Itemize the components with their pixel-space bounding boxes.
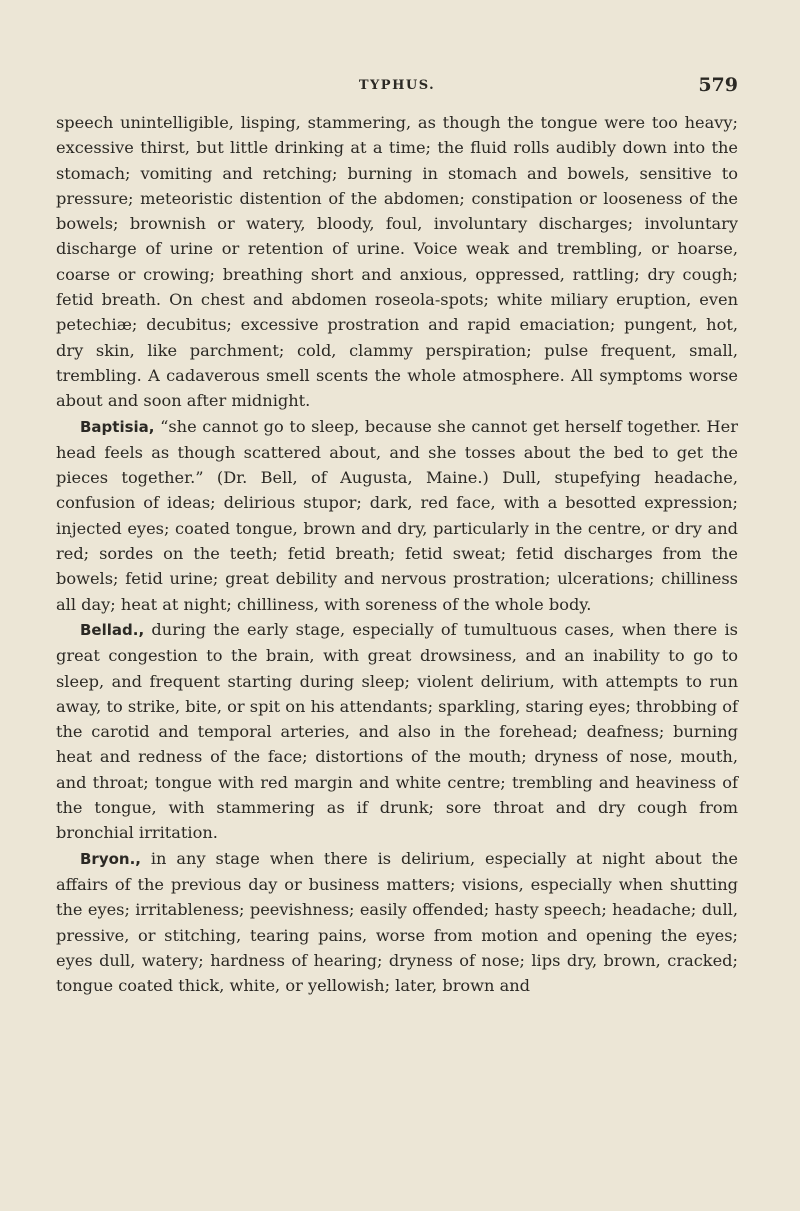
book-page: [56, 72, 738, 998]
remedy-name: Bryon.,: [80, 849, 141, 868]
page-number: 579: [698, 74, 738, 96]
remedy-name: Bellad.,: [80, 620, 145, 639]
paragraph-baptisia: [56, 414, 738, 617]
remedy-name: Baptisia,: [80, 417, 155, 436]
paragraph-text: during the early stage, especially of tumultuous cases, when there is great congestion to the brain, with great drowsiness, and an inability to go to sleep, and frequent starting during sleep; violent delirium, with attempts to run away, to strike, bite, or spit on his attendants; sparkling, staring eyes; throbbing of the carotid and temporal arteries, and also in the forehead; deafness; burning heat and redness of the face; distortions of the mouth; dryness of nose, mouth, and throat; tongue with red margin and white centre; trembling and heaviness of the tongue, with stammering as if drunk; sore throat and dry cough from bronchial irritation.: [56, 619, 738, 843]
paragraph-bryon: [56, 846, 738, 999]
running-title: TYPHUS.: [358, 78, 436, 93]
paragraph-text: in any stage when there is delirium, especially at night about the affairs of the previous day or business matters; visions, especially when shutting the eyes; irritableness; peevishness; easily offended; hasty speech; headache; dull, pressive, or stitching, tearing pains, worse from motion and opening the eyes; eyes dull, watery; hardness of hearing; dryness of nose; lips dry, brown, cracked; tongue coated thick, white, or yellowish; later, brown and: [56, 848, 738, 996]
paragraph-bellad: [56, 617, 738, 846]
paragraph-continued: [56, 110, 738, 414]
paragraph-text: speech unintelligible, lisping, stammering, as though the tongue were too heavy; excessive thirst, but little drinking at a time; the fluid rolls audibly down into the stomach; vomiting and retching; burning in stomach and bowels, sensitive to pressure; meteoristic distention of the abdomen; constipation or looseness of the bowels; brownish or watery, bloody, foul, involuntary discharges; involuntary discharge of urine or retention of urine. Voice weak and trembling, or hoarse, coarse or crowing; breathing short and anxious, oppressed, rattling; dry cough; fetid breath. On chest and abdomen roseola-spots; white miliary eruption, even petechiæ; decubitus; excessive prostration and rapid emaciation; pungent, hot, dry skin, like parchment; cold, clammy perspiration; pulse frequent, small, trembling. A cadaverous smell scents the whole atmosphere. All symptoms worse about and soon after midnight.: [56, 113, 738, 411]
body-text: [56, 110, 738, 998]
paragraph-text: “she cannot go to sleep, because she cannot get herself together. Her head feels as though scattered about, and she tosses about the bed to get the pieces together.” (Dr. Bell, of Augusta, Maine.) Dull, stupefying headache, confusion of ideas; delirious stupor; dark, red face, with a besotted expression; injected eyes; coated tongue, brown and dry, particularly in the centre, or dry and red; sordes on the teeth; fetid breath; fetid sweat; fetid discharges from the bowels; fetid urine; great debility and nervous prostration; ulcerations; chilliness all day; heat at night; chilliness, with soreness of the whole body.: [56, 416, 738, 614]
running-head: [56, 72, 738, 98]
